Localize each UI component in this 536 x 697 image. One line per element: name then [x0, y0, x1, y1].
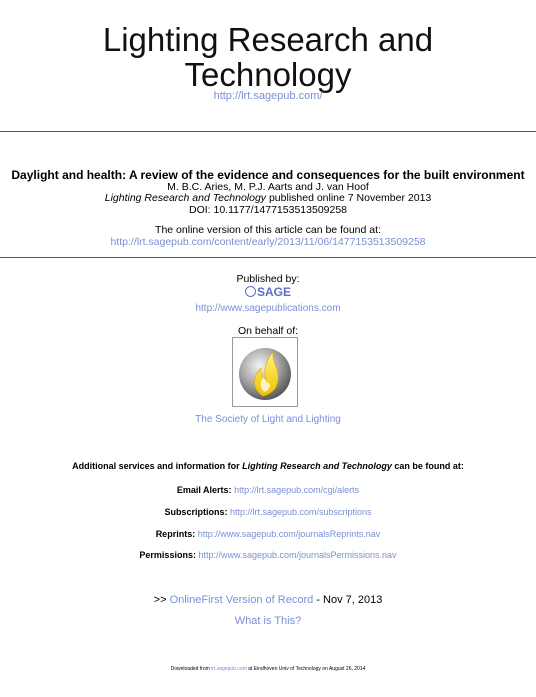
flame-globe-icon — [233, 338, 297, 406]
article-authors: M. B.C. Aries, M. P.J. Aarts and J. van Hoof — [167, 181, 369, 193]
footer-suffix: at Eindhoven Univ of Technology on August 26, 2014 — [246, 666, 366, 672]
journal-title-line2: Technology — [184, 56, 352, 93]
service-label: Email Alerts: — [176, 485, 232, 495]
article-title: Daylight and health: A review of the evidence and consequences for the built environment — [11, 168, 525, 182]
services-heading — [0, 461, 536, 471]
journal-url-link[interactable]: http://lrt.sagepub.com/ — [213, 90, 323, 102]
services-heading-prefix: Additional services and information for — [72, 461, 243, 471]
service-permissions — [0, 550, 536, 560]
service-link[interactable]: http://www.sagepub.com/journalsPermissions.nav — [198, 550, 397, 560]
onlinefirst-date: - Nov 7, 2013 — [313, 594, 383, 606]
onlinefirst-prefix: >> — [153, 594, 170, 606]
journal-name: Lighting Research and Technology — [104, 192, 267, 204]
online-version-link[interactable]: http://lrt.sagepub.com/content/early/2013/11/06/1477153513509258 — [110, 236, 426, 248]
article-citation — [0, 192, 536, 204]
top-divider — [0, 131, 536, 132]
download-footer — [0, 666, 536, 672]
footer-prefix: Downloaded from — [170, 666, 212, 672]
sage-logo-text: SAGE — [256, 285, 291, 299]
on-behalf-label: On behalf of: — [237, 325, 299, 337]
journal-title-line1: Lighting Research and — [102, 21, 434, 58]
service-link[interactable]: http://lrt.sagepub.com/subscriptions — [229, 507, 372, 517]
service-link[interactable]: http://lrt.sagepub.com/cgi/alerts — [234, 485, 360, 495]
society-logo[interactable] — [232, 337, 298, 407]
services-heading-journal: Lighting Research and Technology — [242, 461, 392, 471]
society-name-link[interactable]: The Society of Light and Lighting — [195, 414, 341, 425]
article-doi: DOI: 10.1177/1477153513509258 — [188, 204, 348, 216]
middle-divider — [0, 257, 536, 258]
publication-date: published online 7 November 2013 — [266, 192, 432, 204]
sage-circle-icon — [245, 286, 256, 297]
services-heading-suffix: can be found at: — [391, 461, 464, 471]
online-version-label: The online version of this article can be found at: — [155, 224, 381, 236]
service-label: Subscriptions: — [164, 507, 228, 517]
what-is-this-link[interactable]: What is This? — [234, 615, 302, 627]
service-label: Permissions: — [139, 550, 196, 560]
footer-site-link[interactable]: lrt.sagepub.com — [211, 666, 247, 672]
service-label: Reprints: — [155, 529, 196, 539]
onlinefirst-record — [0, 594, 536, 606]
service-link[interactable]: http://www.sagepub.com/journalsReprints.nav — [197, 529, 381, 539]
service-subscriptions — [0, 507, 536, 517]
sage-url-link[interactable]: http://www.sagepublications.com — [195, 303, 341, 314]
service-reprints — [0, 529, 536, 539]
journal-title — [0, 22, 536, 92]
published-by-label: Published by: — [236, 273, 300, 285]
sage-logo[interactable] — [0, 285, 536, 299]
service-email-alerts — [0, 485, 536, 495]
onlinefirst-link[interactable]: OnlineFirst Version of Record — [169, 594, 314, 606]
